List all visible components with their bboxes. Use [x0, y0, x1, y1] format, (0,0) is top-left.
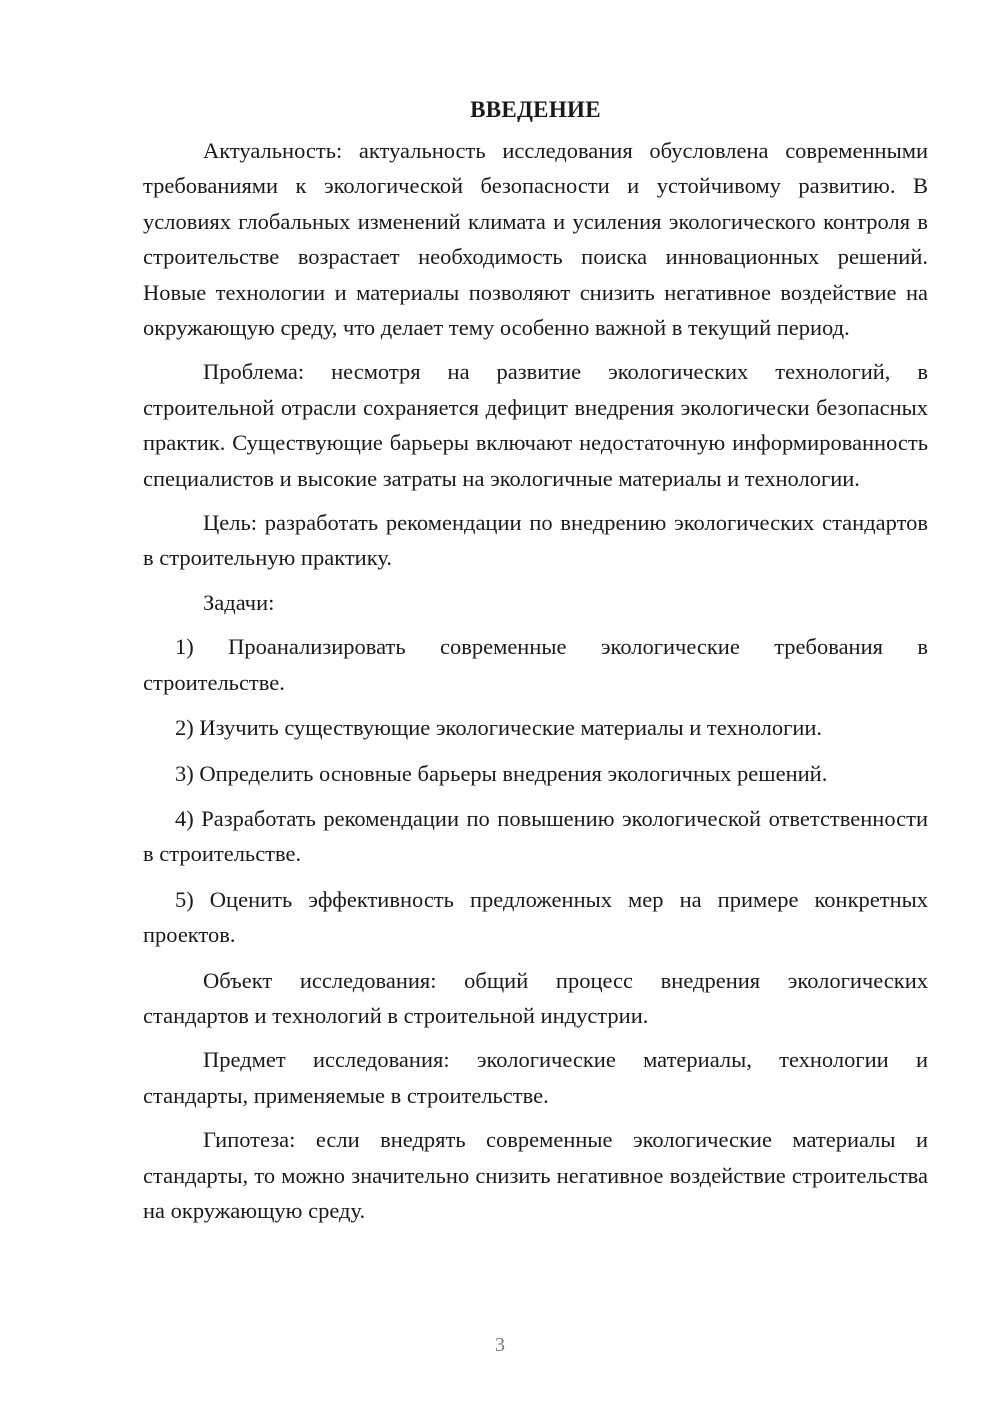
- paragraph-hypothesis: Гипотеза: если внедрять современные экологические материалы и стандарты, то можно значительно снизить негативное воздействие строительства на окружающую среду.: [143, 1127, 928, 1223]
- page-number: 3: [495, 1334, 505, 1356]
- task-item-3: 3) Определить основные барьеры внедрения экологичных решений.: [175, 760, 828, 786]
- paragraph-goal: Цель: разработать рекомендации по внедрению экологических стандартов в строительную практику.: [143, 510, 928, 571]
- document-page: [143, 92, 928, 1237]
- page-title: ВВЕДЕНИЕ: [470, 97, 601, 122]
- task-item-2: 2) Изучить существующие экологические материалы и технологии.: [175, 715, 823, 741]
- paragraph-subject: Предмет исследования: экологические материалы, технологии и стандарты, применяемые в строительстве.: [143, 1047, 928, 1108]
- task-item-4: 4) Разработать рекомендации по повышению экологической ответственности в строительстве.: [143, 805, 928, 867]
- paragraph-relevance: Актуальность: актуальность исследования обусловлена современными требованиями к экологической безопасности и устойчивому развитию. В условиях глобальных изменений климата и усиления экологического контроля в строительстве возрастает необходимость поиска инновационных решений. Новые технологии и материалы позволяют снизить негативное воздействие на окружающую среду, что делает тему особенно важной в текущий период.: [143, 138, 928, 341]
- paragraph-object: Объект исследования: общий процесс внедрения экологических стандартов и технологий в строительной индустрии.: [143, 967, 928, 1028]
- task-item-1: 1) Проанализировать современные экологические требования в строительстве.: [143, 634, 928, 695]
- task-item-5: 5) Оценить эффективность предложенных мер на примере конкретных проектов.: [143, 886, 928, 948]
- paragraph-tasks-heading: Задачи:: [203, 589, 275, 615]
- paragraph-problem: Проблема: несмотря на развитие экологических технологий, в строительной отрасли сохраняется дефицит внедрения экологически безопасных практик. Существующие барьеры включают недостаточную информированность специалистов и высокие затраты на экологичные материалы и технологии.: [143, 359, 928, 491]
